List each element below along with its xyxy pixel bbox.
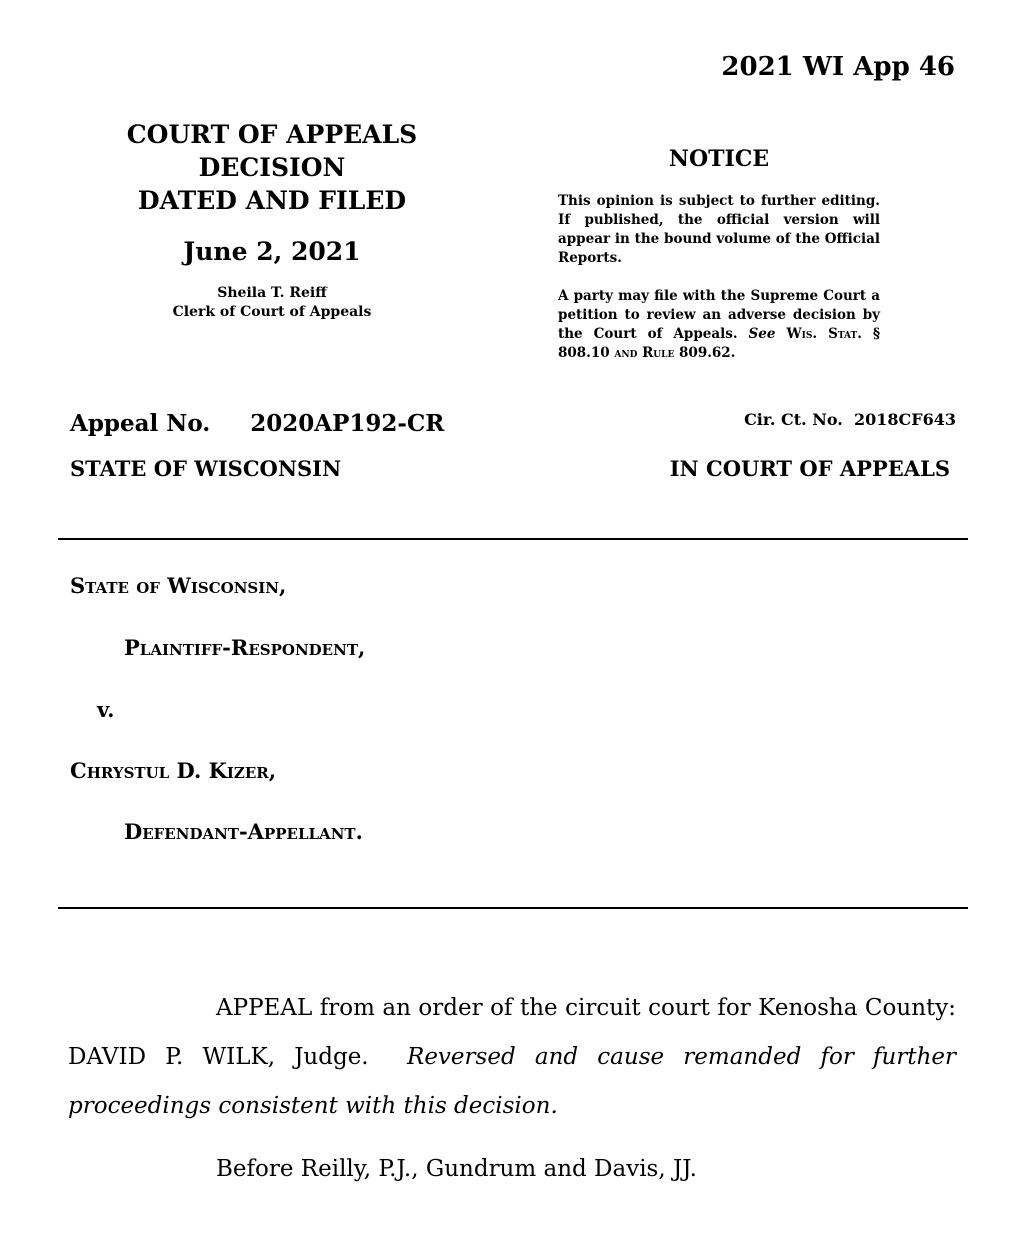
opinion-paragraph — [68, 984, 956, 1131]
circuit-number: 2018CF643 — [853, 410, 956, 429]
bottom-divider — [58, 907, 968, 909]
appeal-number-line — [70, 410, 444, 437]
circuit-label: Cir. Ct. No. — [744, 410, 843, 429]
versus: v. — [97, 697, 115, 722]
top-divider — [58, 538, 968, 540]
header-line-3: DATED AND FILED — [137, 186, 407, 215]
plaintiff-role: Plaintiff-Respondent, — [124, 635, 366, 660]
clerk-name: Sheila T. Reiff — [217, 285, 327, 301]
header-line-2: DECISION — [198, 153, 346, 182]
disposition: Reversed and cause remanded for further proceedings consistent with this decision. — [68, 1044, 956, 1119]
circuit-number-line — [744, 410, 956, 429]
notice-citation: Wis. Stat. § 808.10 and Rule 809.62. — [558, 326, 880, 361]
clerk-title: Clerk of Court of Appeals — [172, 304, 372, 320]
appeal-number: 2020AP192-CR — [250, 410, 445, 437]
decision-header — [92, 118, 452, 322]
notice-see: See — [748, 326, 776, 342]
notice-box — [558, 146, 880, 382]
state-label: STATE OF WISCONSIN — [70, 456, 342, 481]
notice-paragraph-2-text: A party may file with the Supreme Court a petition to review an adverse decision by the Court of Appeals. — [558, 288, 880, 342]
defendant-name: Chrystul D. Kizer, — [70, 758, 277, 783]
defendant-role: Defendant-Appellant. — [124, 819, 363, 844]
notice-paragraph-2 — [558, 287, 880, 363]
notice-title: NOTICE — [668, 146, 770, 172]
appeal-text: APPEAL from an order of the circuit court for Kenosha County: DAVID P. WILK, Judge. — [68, 995, 956, 1070]
panel-line: Before Reilly, P.J., Gundrum and Davis, JJ. — [216, 1156, 697, 1182]
court-label: IN COURT OF APPEALS — [669, 456, 950, 481]
appeal-label: Appeal No. — [70, 410, 211, 437]
plaintiff-name: State of Wisconsin, — [70, 573, 287, 598]
citation: 2021 WI App 46 — [721, 52, 955, 82]
header-line-1: COURT OF APPEALS — [126, 120, 418, 149]
notice-paragraph-1: This opinion is subject to further editing. If published, the official version will appear in the bound volume of the Official Reports. — [558, 193, 880, 266]
decision-date: June 2, 2021 — [183, 237, 361, 266]
